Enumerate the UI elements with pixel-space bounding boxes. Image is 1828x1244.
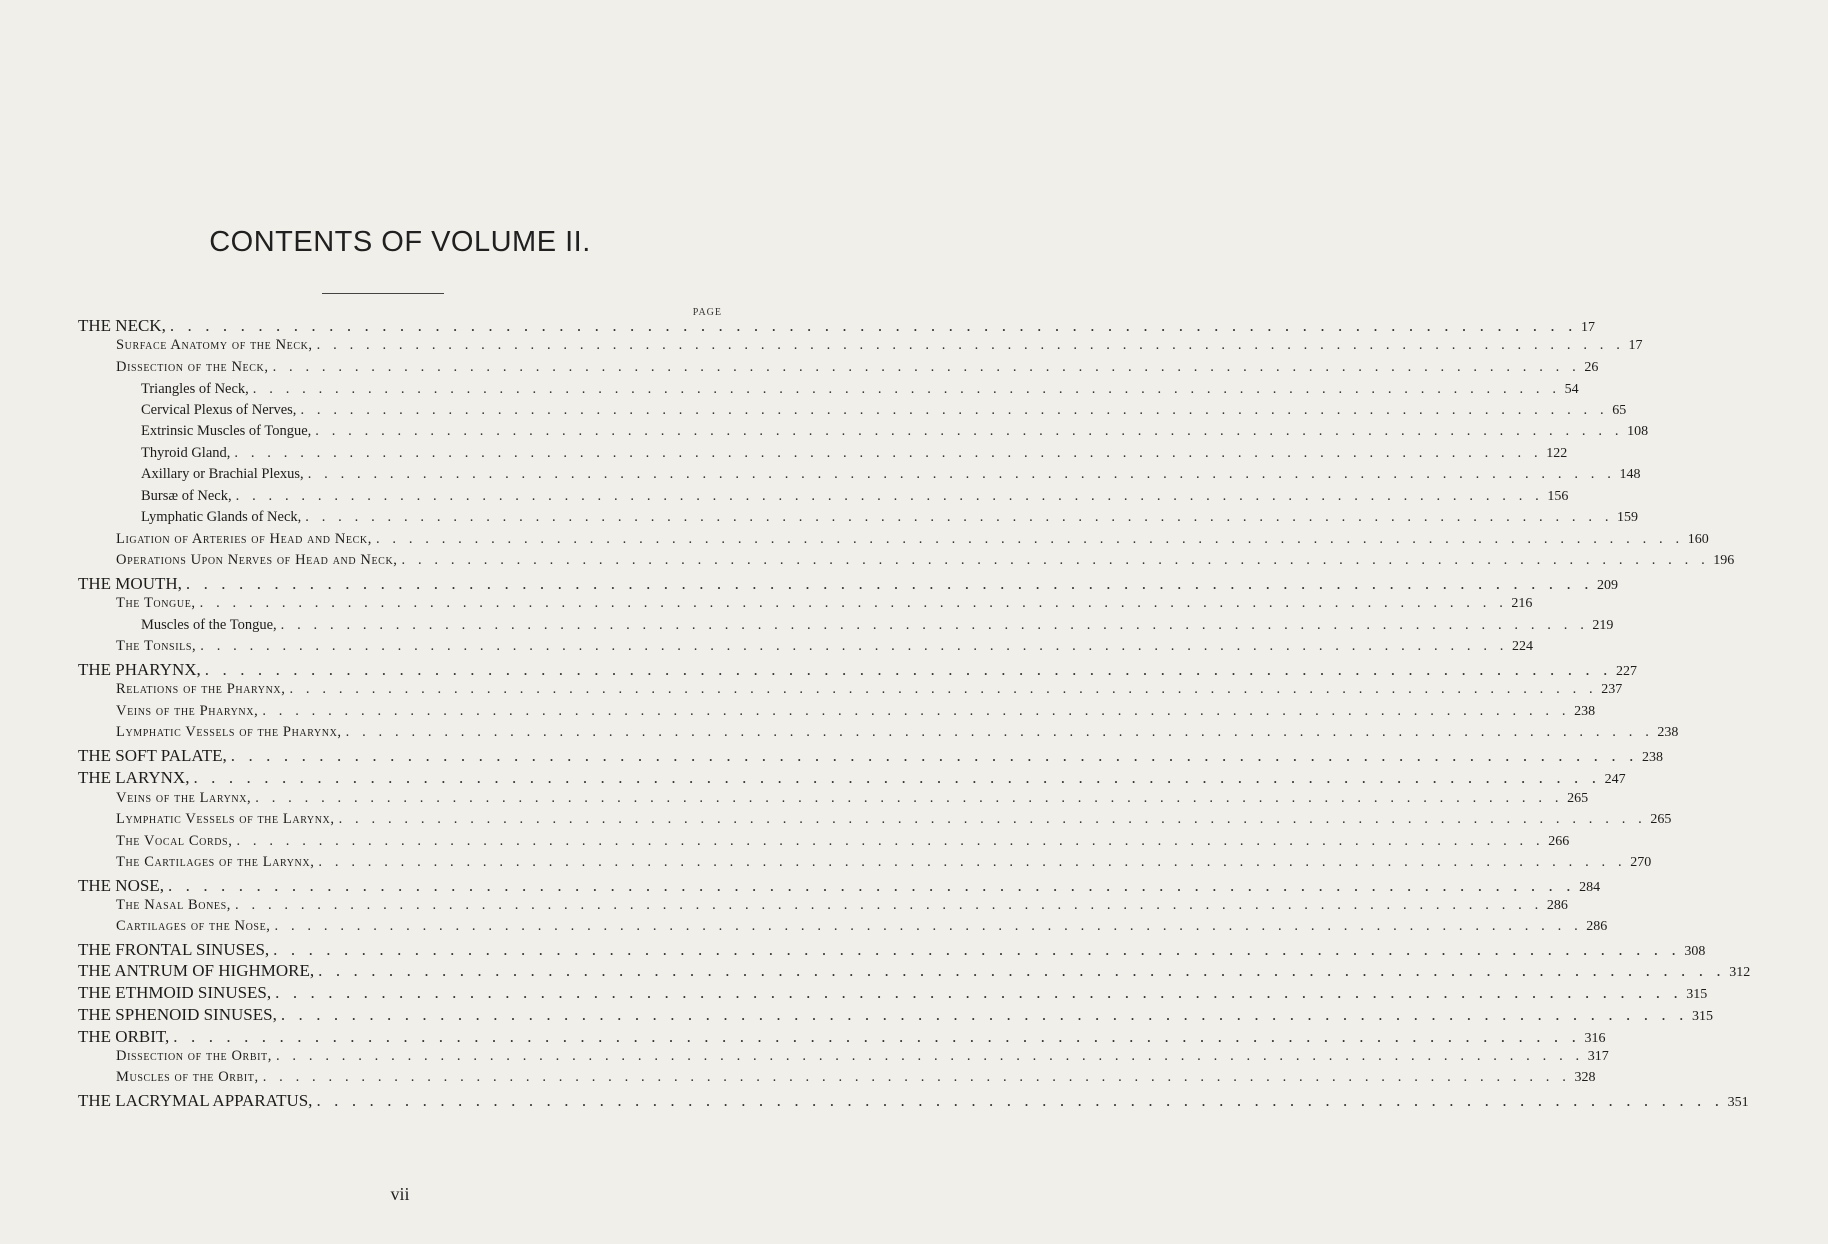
toc-entry-title: THE NOSE, (78, 876, 164, 895)
toc-entry (0, 1048, 1609, 1070)
toc-entry-title: Relations of the Pharynx, (116, 681, 286, 697)
toc-entry-title: Dissection of the Orbit, (116, 1048, 272, 1064)
toc-entry-page: 17 (1580, 320, 1595, 335)
toc-entry-title: Muscles of the Tongue, (141, 617, 277, 633)
dot-leader: . . . . . . . . . . . . . . . . . . . . . . . . . . . . . . . . . . . . . . . . . . . . . . . . . . . . . . . . . . . . . . . . . . . . . . . . . . . . . . . . (262, 703, 1571, 719)
toc-entry-page: 328 (1574, 1070, 1596, 1085)
toc-entry-page: 286 (1586, 919, 1608, 934)
toc-entry (0, 983, 1708, 1005)
toc-entry (0, 660, 1637, 682)
toc-entry-page: 312 (1729, 965, 1751, 980)
toc-entry-title: THE SPHENOID SINUSES, (78, 1005, 277, 1024)
toc-entry-page: 219 (1592, 618, 1614, 633)
title-divider (322, 293, 444, 294)
dot-leader: . . . . . . . . . . . . . . . . . . . . . . . . . . . . . . . . . . . . . . . . . . . . . . . . . . . . . . . . . . . . . . . . . . . . . . . . . . . . . . . . (234, 445, 1543, 461)
dot-leader: . . . . . . . . . . . . . . . . . . . . . . . . . . . . . . . . . . . . . . . . . . . . . . . . . . . . . . . . . . . . . . . . . . . . . . . . . . . . . . . . (318, 961, 1726, 980)
toc-entry (0, 897, 1568, 919)
toc-entry-page: 54 (1564, 382, 1579, 397)
dot-leader: . . . . . . . . . . . . . . . . . . . . . . . . . . . . . . . . . . . . . . . . . . . . . . . . . . . . . . . . . . . . . . . . . . . . . . . . . . . . . . . . (252, 381, 1561, 397)
dot-leader: . . . . . . . . . . . . . . . . . . . . . . . . . . . . . . . . . . . . . . . . . . . . . . . . . . . . . . . . . . . . . . . . . . . . . . . . . . . . . . . . (169, 316, 1577, 335)
toc-entry (0, 337, 1643, 359)
toc-entry-page: 351 (1727, 1095, 1749, 1110)
toc-entry (0, 466, 1641, 488)
toc-entry-page: 156 (1547, 489, 1569, 504)
toc-entry (0, 790, 1589, 812)
toc-entry-page: 196 (1713, 553, 1735, 568)
toc-entry-page: 148 (1619, 467, 1641, 482)
toc-entry-title: Lymphatic Vessels of the Larynx, (116, 811, 335, 827)
toc-entry (0, 488, 1569, 510)
toc-entry-title: THE FRONTAL SINUSES, (78, 940, 270, 959)
toc-entry-title: Ligation of Arteries of Head and Neck, (116, 531, 372, 547)
page-column-header: PAGE (692, 307, 722, 318)
toc-entry (0, 703, 1596, 725)
toc-entry (0, 316, 1595, 338)
toc-entry-title: Extrinsic Muscles of Tongue, (141, 423, 312, 439)
dot-leader: . . . . . . . . . . . . . . . . . . . . . . . . . . . . . . . . . . . . . . . . . . . . . . . . . . . . . . . . . . . . . . . . . . . . . . . . . . . . . . . . (204, 660, 1612, 679)
toc-entry-title: THE NECK, (78, 316, 166, 335)
dot-leader: . . . . . . . . . . . . . . . . . . . . . . . . . . . . . . . . . . . . . . . . . . . . . . . . . . . . . . . . . . . . . . . . . . . . . . . . . . . . . . . . (316, 1091, 1724, 1110)
dot-leader: . . . . . . . . . . . . . . . . . . . . . . . . . . . . . . . . . . . . . . . . . . . . . . . . . . . . . . . . . . . . . . . . . . . . . . . . . . . . . . . . (200, 638, 1509, 654)
toc-entry (0, 1005, 1713, 1027)
toc-entry-title: Surface Anatomy of the Neck, (116, 337, 313, 353)
toc-entry-page: 227 (1615, 664, 1637, 679)
toc-entry-page: 315 (1691, 1009, 1713, 1024)
dot-leader: . . . . . . . . . . . . . . . . . . . . . . . . . . . . . . . . . . . . . . . . . . . . . . . . . . . . . . . . . . . . . . . . . . . . . . . . . . . . . . . . (173, 1027, 1581, 1046)
toc-entry-title: THE ANTRUM OF HIGHMORE, (78, 961, 315, 980)
toc-entry-title: THE ETHMOID SINUSES, (78, 983, 272, 1002)
toc-entry (0, 854, 1652, 876)
dot-leader: . . . . . . . . . . . . . . . . . . . . . . . . . . . . . . . . . . . . . . . . . . . . . . . . . . . . . . . . . . . . . . . . . . . . . . . . . . . . . . . . (345, 724, 1654, 740)
dot-leader: . . . . . . . . . . . . . . . . . . . . . . . . . . . . . . . . . . . . . . . . . . . . . . . . . . . . . . . . . . . . . . . . . . . . . . . . . . . . . . . . (315, 423, 1624, 439)
toc-entry (0, 509, 1639, 531)
toc-entry-title: Bursæ of Neck, (141, 488, 232, 504)
dot-leader: . . . . . . . . . . . . . . . . . . . . . . . . . . . . . . . . . . . . . . . . . . . . . . . . . . . . . . . . . . . . . . . . . . . . . . . . . . . . . . . . (199, 595, 1508, 611)
dot-leader: . . . . . . . . . . . . . . . . . . . . . . . . . . . . . . . . . . . . . . . . . . . . . . . . . . . . . . . . . . . . . . . . . . . . . . . . . . . . . . . . (273, 940, 1681, 959)
toc-entry (0, 1027, 1606, 1049)
toc-entry-title: Muscles of the Orbit, (116, 1069, 259, 1085)
toc-entry (0, 445, 1568, 467)
toc-entry-title: Cervical Plexus of Nerves, (141, 402, 297, 418)
toc-entry-page: 238 (1641, 750, 1663, 765)
page-title: CONTENTS OF VOLUME II. (209, 226, 591, 258)
dot-leader: . . . . . . . . . . . . . . . . . . . . . . . . . . . . . . . . . . . . . . . . . . . . . . . . . . . . . . . . . . . . . . . . . . . . . . . . . . . . . . . . (275, 1048, 1584, 1064)
toc-entry (0, 768, 1626, 790)
toc-entry-title: The Vocal Cords, (116, 833, 233, 849)
toc-entry-page: 122 (1546, 446, 1568, 461)
toc-entry (0, 1091, 1749, 1113)
dot-leader: . . . . . . . . . . . . . . . . . . . . . . . . . . . . . . . . . . . . . . . . . . . . . . . . . . . . . . . . . . . . . . . . . . . . . . . . . . . . . . . . (280, 617, 1589, 633)
toc-entry-title: THE PHARYNX, (78, 660, 201, 679)
toc-entry (0, 811, 1672, 833)
toc-entry-title: Dissection of the Neck, (116, 359, 269, 375)
toc-entry (0, 617, 1614, 639)
dot-leader: . . . . . . . . . . . . . . . . . . . . . . . . . . . . . . . . . . . . . . . . . . . . . . . . . . . . . . . . . . . . . . . . . . . . . . . . . . . . . . . . (318, 854, 1627, 870)
toc-entry-page: 265 (1567, 791, 1589, 806)
toc-entry-page: 308 (1684, 944, 1706, 959)
toc-entry (0, 638, 1534, 660)
dot-leader: . . . . . . . . . . . . . . . . . . . . . . . . . . . . . . . . . . . . . . . . . . . . . . . . . . . . . . . . . . . . . . . . . . . . . . . . . . . . . . . . (262, 1069, 1571, 1085)
toc-entry-title: THE LACRYMAL APPARATUS, (78, 1091, 313, 1110)
toc-entry (0, 681, 1623, 703)
toc-entry-page: 65 (1612, 403, 1627, 418)
toc-entry-page: 17 (1628, 338, 1643, 353)
toc-entry (0, 1069, 1596, 1091)
toc-entry-title: The Cartilages of the Larynx, (116, 854, 315, 870)
toc-entry-page: 315 (1686, 987, 1708, 1002)
toc-entry-page: 216 (1511, 596, 1533, 611)
toc-entry-page: 316 (1584, 1031, 1606, 1046)
toc-entry-title: Thyroid Gland, (141, 445, 231, 461)
toc-entry-title: Veins of the Pharynx, (116, 703, 259, 719)
toc-entry-title: THE LARYNX, (78, 768, 190, 787)
dot-leader: . . . . . . . . . . . . . . . . . . . . . . . . . . . . . . . . . . . . . . . . . . . . . . . . . . . . . . . . . . . . . . . . . . . . . . . . . . . . . . . . (375, 531, 1684, 547)
dot-leader: . . . . . . . . . . . . . . . . . . . . . . . . . . . . . . . . . . . . . . . . . . . . . . . . . . . . . . . . . . . . . . . . . . . . . . . . . . . . . . . . (289, 681, 1598, 697)
dot-leader: . . . . . . . . . . . . . . . . . . . . . . . . . . . . . . . . . . . . . . . . . . . . . . . . . . . . . . . . . . . . . . . . . . . . . . . . . . . . . . . . (305, 509, 1614, 525)
toc-entry (0, 876, 1601, 898)
toc-entry-title: Axillary or Brachial Plexus, (141, 466, 304, 482)
toc-entry-page: 247 (1604, 772, 1626, 787)
toc-entry-page: 238 (1574, 704, 1596, 719)
toc-entry (0, 746, 1663, 768)
toc-entry-page: 286 (1546, 898, 1568, 913)
toc-entry (0, 574, 1619, 596)
toc-entry-page: 265 (1650, 812, 1672, 827)
toc-entry-title: THE ORBIT, (78, 1027, 170, 1046)
dot-leader: . . . . . . . . . . . . . . . . . . . . . . . . . . . . . . . . . . . . . . . . . . . . . . . . . . . . . . . . . . . . . . . . . . . . . . . . . . . . . . . . (300, 402, 1609, 418)
dot-leader: . . . . . . . . . . . . . . . . . . . . . . . . . . . . . . . . . . . . . . . . . . . . . . . . . . . . . . . . . . . . . . . . . . . . . . . . . . . . . . . . (280, 1005, 1688, 1024)
toc-entry (0, 381, 1579, 403)
toc-entry-page: 160 (1687, 532, 1709, 547)
toc-entry (0, 402, 1627, 424)
toc-entry (0, 423, 1649, 445)
toc-entry-title: Veins of the Larynx, (116, 790, 252, 806)
toc-entry (0, 833, 1570, 855)
toc-entry-page: 317 (1587, 1049, 1609, 1064)
toc-entry-page: 284 (1579, 880, 1601, 895)
dot-leader: . . . . . . . . . . . . . . . . . . . . . . . . . . . . . . . . . . . . . . . . . . . . . . . . . . . . . . . . . . . . . . . . . . . . . . . . . . . . . . . . (272, 359, 1581, 375)
toc-entry-page: 108 (1627, 424, 1649, 439)
toc-entry-title: Lymphatic Vessels of the Pharynx, (116, 724, 342, 740)
dot-leader: . . . . . . . . . . . . . . . . . . . . . . . . . . . . . . . . . . . . . . . . . . . . . . . . . . . . . . . . . . . . . . . . . . . . . . . . . . . . . . . . (338, 811, 1647, 827)
dot-leader: . . . . . . . . . . . . . . . . . . . . . . . . . . . . . . . . . . . . . . . . . . . . . . . . . . . . . . . . . . . . . . . . . . . . . . . . . . . . . . . . (235, 897, 1543, 913)
toc-entry (0, 595, 1533, 617)
toc-entry-page: 270 (1630, 855, 1652, 870)
toc-entry-title: Cartilages of the Nose, (116, 918, 271, 934)
page-number: vii (390, 1184, 410, 1204)
dot-leader: . . . . . . . . . . . . . . . . . . . . . . . . . . . . . . . . . . . . . . . . . . . . . . . . . . . . . . . . . . . . . . . . . . . . . . . . . . . . . . . . (236, 833, 1545, 849)
toc-entry (0, 531, 1709, 553)
toc-entry-title: The Nasal Bones, (116, 897, 232, 913)
toc-entry-title: Operations Upon Nerves of Head and Neck, (116, 552, 398, 568)
dot-leader: . . . . . . . . . . . . . . . . . . . . . . . . . . . . . . . . . . . . . . . . . . . . . . . . . . . . . . . . . . . . . . . . . . . . . . . . . . . . . . . . (185, 574, 1594, 593)
toc-entry-page: 238 (1657, 725, 1679, 740)
toc-entry (0, 724, 1679, 746)
toc-entry-title: THE MOUTH, (78, 574, 182, 593)
dot-leader: . . . . . . . . . . . . . . . . . . . . . . . . . . . . . . . . . . . . . . . . . . . . . . . . . . . . . . . . . . . . . . . . . . . . . . . . . . . . . . . . (167, 876, 1576, 895)
toc-entry-title: THE SOFT PALATE, (78, 746, 227, 765)
toc-entry-page: 209 (1597, 578, 1619, 593)
dot-leader: . . . . . . . . . . . . . . . . . . . . . . . . . . . . . . . . . . . . . . . . . . . . . . . . . . . . . . . . . . . . . . . . . . . . . . . . . . . . . . . . (401, 552, 1710, 568)
toc-entry (0, 552, 1735, 574)
toc-entry-page: 26 (1584, 360, 1599, 375)
dot-leader: . . . . . . . . . . . . . . . . . . . . . . . . . . . . . . . . . . . . . . . . . . . . . . . . . . . . . . . . . . . . . . . . . . . . . . . . . . . . . . . . (307, 466, 1616, 482)
dot-leader: . . . . . . . . . . . . . . . . . . . . . . . . . . . . . . . . . . . . . . . . . . . . . . . . . . . . . . . . . . . . . . . . . . . . . . . . . . . . . . . . (230, 746, 1638, 765)
toc-entry-page: 159 (1617, 510, 1639, 525)
toc-entry-title: Triangles of Neck, (141, 381, 249, 397)
toc-entry-page: 266 (1548, 834, 1570, 849)
toc-entry (0, 940, 1706, 962)
toc-entry-title: The Tonsils, (116, 638, 197, 654)
toc-entry (0, 961, 1751, 983)
toc-entry (0, 359, 1599, 381)
toc-entry (0, 918, 1608, 940)
toc-entry-title: Lymphatic Glands of Neck, (141, 509, 302, 525)
dot-leader: . . . . . . . . . . . . . . . . . . . . . . . . . . . . . . . . . . . . . . . . . . . . . . . . . . . . . . . . . . . . . . . . . . . . . . . . . . . . . . . . (274, 918, 1583, 934)
dot-leader: . . . . . . . . . . . . . . . . . . . . . . . . . . . . . . . . . . . . . . . . . . . . . . . . . . . . . . . . . . . . . . . . . . . . . . . . . . . . . . . . (255, 790, 1564, 806)
toc-entry-title: The Tongue, (116, 595, 196, 611)
dot-leader: . . . . . . . . . . . . . . . . . . . . . . . . . . . . . . . . . . . . . . . . . . . . . . . . . . . . . . . . . . . . . . . . . . . . . . . . . . . . . . . . (275, 983, 1683, 1002)
toc-entry-page: 237 (1601, 682, 1623, 697)
dot-leader: . . . . . . . . . . . . . . . . . . . . . . . . . . . . . . . . . . . . . . . . . . . . . . . . . . . . . . . . . . . . . . . . . . . . . . . . . . . . . . . . (193, 768, 1601, 787)
toc-entry-page: 224 (1512, 639, 1534, 654)
dot-leader: . . . . . . . . . . . . . . . . . . . . . . . . . . . . . . . . . . . . . . . . . . . . . . . . . . . . . . . . . . . . . . . . . . . . . . . . . . . . . . . . (316, 337, 1625, 353)
dot-leader: . . . . . . . . . . . . . . . . . . . . . . . . . . . . . . . . . . . . . . . . . . . . . . . . . . . . . . . . . . . . . . . . . . . . . . . . . . . . . . . . (235, 488, 1544, 504)
